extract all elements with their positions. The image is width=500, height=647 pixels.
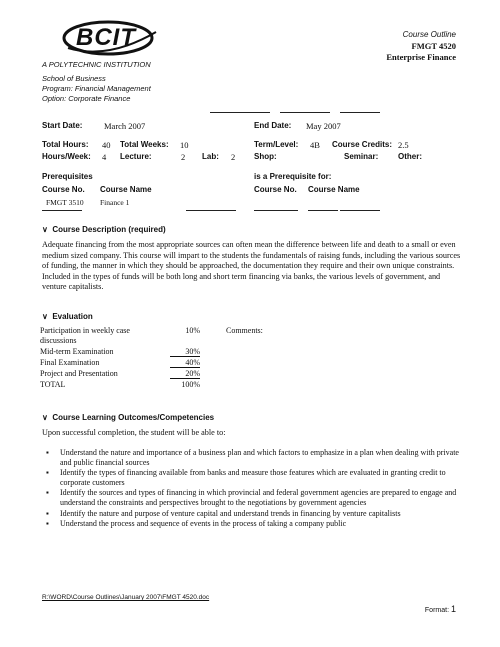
total-weeks-label: Total Weeks: [120,140,169,149]
total-weeks-value: 10 [180,140,189,150]
course-code: FMGT 4520 [411,41,456,51]
other-label: Other: [398,152,422,161]
course-credits-label: Course Credits: [332,140,393,149]
shop-label: Shop: [254,152,277,161]
section-bullet-icon: ∨ [42,413,48,422]
course-description-title: Course Description (required) [52,225,166,234]
course-no-header-2: Course No. [254,185,297,194]
footer-file-path: R:\WORD\Course Outlines\January 2007\FMGT 4520.doc [42,594,210,601]
course-description-text: Adequate financing from the most appropriate sources can often mean the difference between life and death to a small or even medium sized company. This course will impart to the students the fundamentals of raising funds, including the various sources of funding, the manner in which they should be approached, the documentation they require and their own unique constraints. Included in the types of funds will be both long and short term financing via banks, the various levels of government, and venture capitalists. [42,240,461,291]
list-item: ▪ Identify the types of financing available from banks and measure those features which are evaluated in granting credit to corporate customers [46,468,466,487]
eval-item: Project and Presentation [40,369,118,378]
list-item: ▪ Understand the process and sequence of events in the process of taking a company public [46,519,466,529]
start-date-label: Start Date: [42,121,83,130]
separator-line [42,210,82,211]
course-description-heading [42,225,166,234]
eval-item: Final Examination [40,358,100,367]
lecture-value: 2 [181,152,186,162]
hours-week-value: 4 [102,152,107,162]
eval-item: Mid-term Examination [40,347,114,356]
eval-pct: 30% [170,347,200,357]
eval-pct: 40% [170,358,200,368]
eval-pct: 100% [181,380,200,389]
option-name: Option: Corporate Finance [42,94,131,103]
is-prerequisite-heading: is a Prerequisite for: [254,172,332,181]
school-name: School of Business [42,74,106,83]
separator-line [308,210,338,211]
outcomes-title: Course Learning Outcomes/Competencies [52,413,215,422]
eval-item: Participation in weekly case discussions [40,326,130,345]
end-date-value: May 2007 [306,121,341,131]
program-name: Program: Financial Management [42,84,151,93]
lab-value: 2 [231,152,236,162]
separator-line [186,210,236,211]
outcomes-list [46,448,466,530]
doc-type: Course Outline [402,30,456,39]
prerequisites-heading: Prerequisites [42,172,93,181]
course-no-header: Course No. [42,185,85,194]
lecture-label: Lecture: [120,152,152,161]
prereq-course-no: FMGT 3510 [46,198,84,207]
eval-item: TOTAL [40,380,66,389]
separator-line [340,112,380,113]
logo-text: BCIT [76,24,136,51]
course-name-header-2: Course Name [308,185,360,194]
prereq-course-name: Finance 1 [100,198,130,207]
outcomes-heading [42,413,214,422]
section-bullet-icon: ∨ [42,225,48,234]
end-date-label: End Date: [254,121,292,130]
separator-line [254,210,298,211]
start-date-value: March 2007 [104,121,146,131]
seminar-label: Seminar: [344,152,379,161]
total-hours-label: Total Hours: [42,140,89,149]
eval-pct: 10% [185,326,200,335]
logo-tagline: A POLYTECHNIC INSTITUTION [42,60,151,69]
evaluation-title: Evaluation [52,312,93,321]
section-bullet-icon: ∨ [42,312,48,321]
list-item: ▪ Identify the nature and purpose of venture capital and understand trends in financing by venture capitalists [46,509,466,519]
total-hours-value: 40 [102,140,111,150]
evaluation-heading [42,312,93,321]
separator-line [340,210,380,211]
hours-week-label: Hours/Week: [42,152,91,161]
course-title: Enterprise Finance [386,52,456,62]
lab-label: Lab: [202,152,219,161]
separator-line [280,112,330,113]
footer-page [425,604,456,614]
eval-pct: 20% [170,369,200,379]
page-number: 1 [450,604,456,614]
list-item: ▪ Understand the nature and importance of a business plan and which factors to emphasize in a plan when dealing with private and public financial sources [46,448,466,467]
bcit-logo [58,18,168,58]
outcomes-intro: Upon successful completion, the student will be able to: [42,428,226,437]
term-level-value: 4B [310,140,320,150]
course-credits-value: 2.5 [398,140,409,150]
course-name-header: Course Name [100,185,152,194]
term-level-label: Term/Level: [254,140,299,149]
comments-label: Comments: [226,326,263,335]
list-item: ▪ Identify the sources and types of financing in which provincial and federal government agencies are prepared to engage and understand the constraints and perspectives brought to the negotiations by government agencies [46,488,466,507]
footer-format-label: Format: [424,607,450,614]
separator-line [210,112,270,113]
